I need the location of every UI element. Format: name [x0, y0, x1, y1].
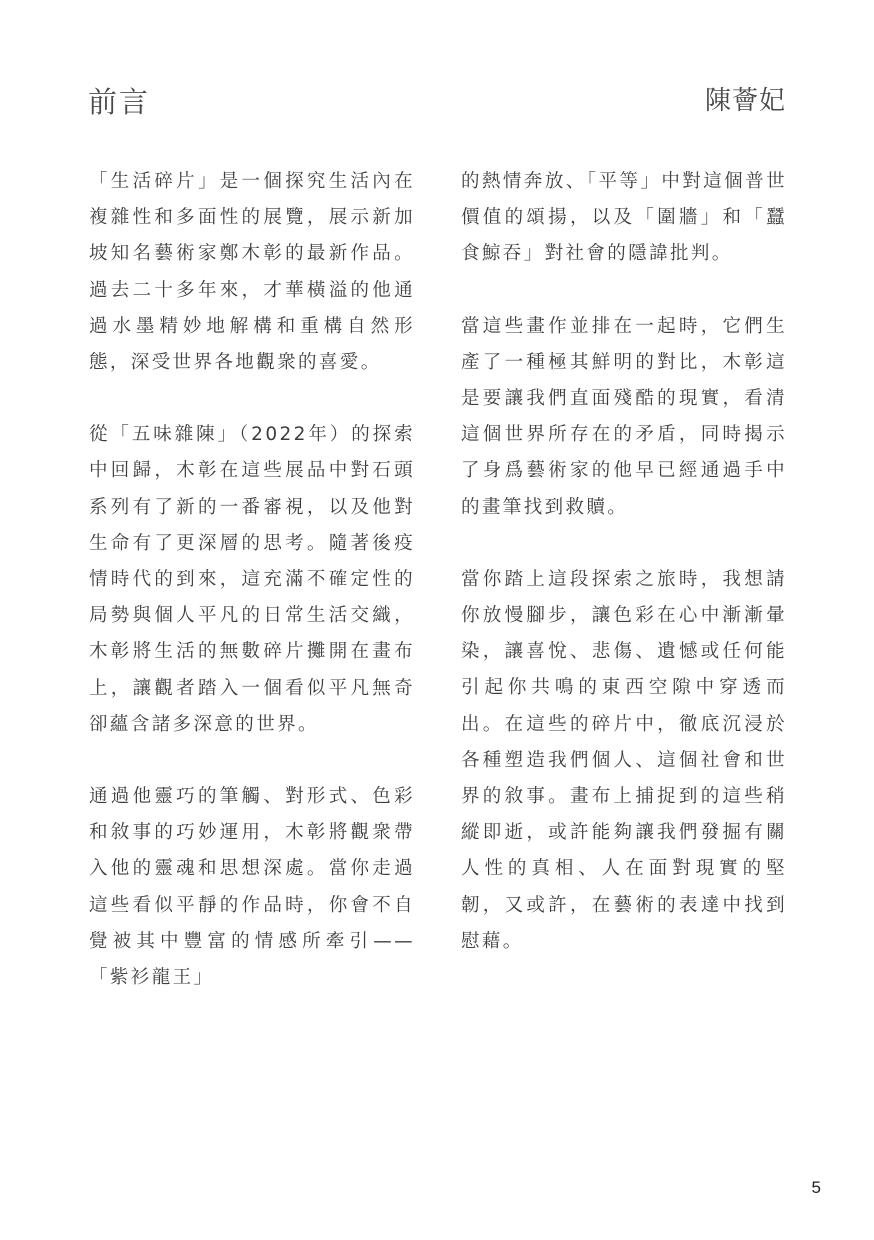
paragraph: 的熱情奔放、「平等」中對這個普世價值的頌揚，以及「圍牆」和「蠶食鯨吞」對社會的隱諱批判。 [461, 171, 787, 265]
page-title: 前言 [88, 85, 151, 119]
paragraph: 當你踏上這段探索之旅時，我想請你放慢腳步，讓色彩在心中漸漸暈染，讓喜悅、悲傷、遺憾或任何能引起你共鳴的東西空隙中穿透而出。在這些的碎片中，徹底沉浸於各種塑造我們個人、這個社會和世界的敘事。畫布上捕捉到的這些稍縱即逝，或許能夠讓我們發掘有關人性的真相、人在面對現實的堅韌，又或許，在藝術的表達中找到慰藉。 [461, 568, 787, 952]
paragraph: 從「五味雜陳」（2022年）的探索中回歸，木彰在這些展品中對石頭系列有了新的一番審視，以及他對生命有了更深層的思考。隨著後疫情時代的到來，這充滿不確定性的局勢與個人平凡的日常生活交織，木彰將生活的無數碎片攤開在畫布上，讓觀者踏入一個看似平凡無奇卻蘊含諸多深意的世界。 [89, 424, 415, 735]
page-number: 5 [811, 1178, 821, 1197]
paragraph: 通過他靈巧的筆觸、對形式、色彩和敘事的巧妙運用，木彰將觀衆帶入他的靈魂和思想深處。當你走過這些看似平靜的作品時，你會不自覺被其中豐富的情感所牽引——「紫衫龍王」 [89, 786, 415, 989]
author-name: 陳薈妃 [704, 86, 786, 116]
paragraph: 「生活碎片」是一個探究生活內在複雜性和多面性的展覽，展示新加坡知名藝術家鄭木彰的最新作品。過去二十多年來，才華橫溢的他通過水墨精妙地解構和重構自然形態，深受世界各地觀衆的喜愛。 [89, 171, 415, 374]
right-column [461, 164, 787, 996]
left-column [89, 164, 415, 1032]
paragraph: 當這些畫作並排在一起時，它們生產了一種極其鮮明的對比，木彰這是要讓我們直面殘酷的現實，看清這個世界所存在的矛盾，同時揭示了身爲藝術家的他早已經通過手中的畫筆找到救贖。 [461, 315, 787, 518]
